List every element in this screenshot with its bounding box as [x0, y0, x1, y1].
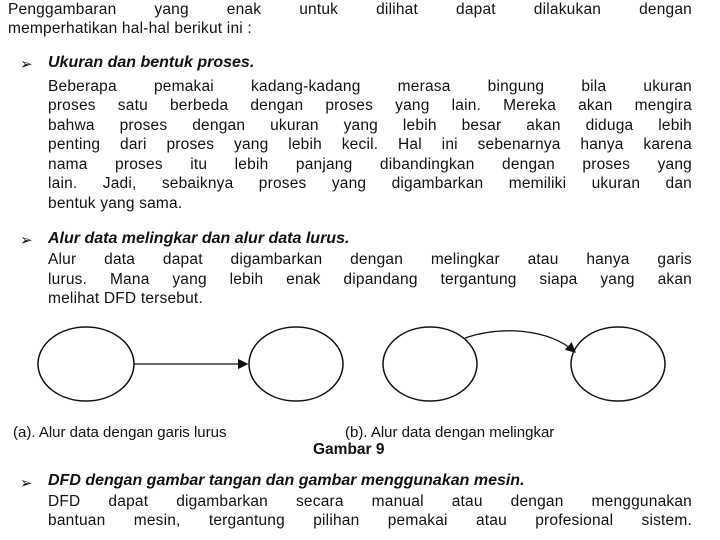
caption-curved: (b). Alur data dengan melingkar	[345, 424, 555, 441]
figure-title: Gambar 9	[313, 441, 385, 458]
section-1-line-4: penting dari proses yang lebih kecil. Hal ini sebenarnya hanya karena	[48, 136, 692, 153]
bullet-arrow-icon: ➢	[20, 475, 33, 492]
section-2-line-1: Alur data dapat digambarkan dengan melingkar atau hanya garis	[48, 251, 692, 268]
dataflow-diagram	[0, 320, 720, 420]
section-2-line-2: lurus. Mana yang lebih enak dipandang tergantung siapa yang akan	[48, 271, 692, 288]
process-circle-b-right	[571, 327, 665, 401]
caption-straight: (a). Alur data dengan garis lurus	[13, 424, 227, 441]
process-circle-b-left	[383, 327, 477, 401]
section-1-line-3: bahwa proses dengan ukuran yang lebih besar akan diduga lebih	[48, 117, 692, 134]
process-circle-a-right	[249, 327, 343, 401]
section-2-line-3: melihat DFD tersebut.	[48, 290, 203, 307]
curved-flow-arrow	[465, 331, 575, 352]
section-1-line-7: bentuk yang sama.	[48, 195, 183, 212]
section-1-line-6: lain. Jadi, sebaiknya proses yang digambarkan memiliki ukuran dan	[48, 175, 692, 192]
section-1-line-5: nama proses itu lebih panjang dibandingkan dengan proses yang	[48, 156, 692, 173]
section-3-line-2: bantuan mesin, tergantung pilihan pemakai atau profesional sistem.	[48, 512, 692, 529]
intro-line-2: memperhatikan hal-hal berikut ini :	[8, 20, 252, 37]
section-heading-ukuran: Ukuran dan bentuk proses.	[48, 54, 255, 71]
section-heading-dfd: DFD dengan gambar tangan dan gambar menggunakan mesin.	[48, 472, 525, 489]
section-1-line-1: Beberapa pemakai kadang-kadang merasa bingung bila ukuran	[48, 78, 692, 95]
intro-line-1: Penggambaran yang enak untuk dilihat dapat dilakukan dengan	[8, 1, 692, 18]
section-1-line-2: proses satu berbeda dengan proses yang lain. Mereka akan mengira	[48, 97, 692, 114]
section-3-line-1: DFD dapat digambarkan secara manual atau dengan menggunakan	[48, 493, 692, 510]
process-circle-a-left	[38, 327, 134, 401]
bullet-arrow-icon: ➢	[20, 56, 33, 73]
bullet-arrow-icon: ➢	[20, 232, 33, 249]
section-heading-alur-data: Alur data melingkar dan alur data lurus.	[48, 230, 350, 247]
